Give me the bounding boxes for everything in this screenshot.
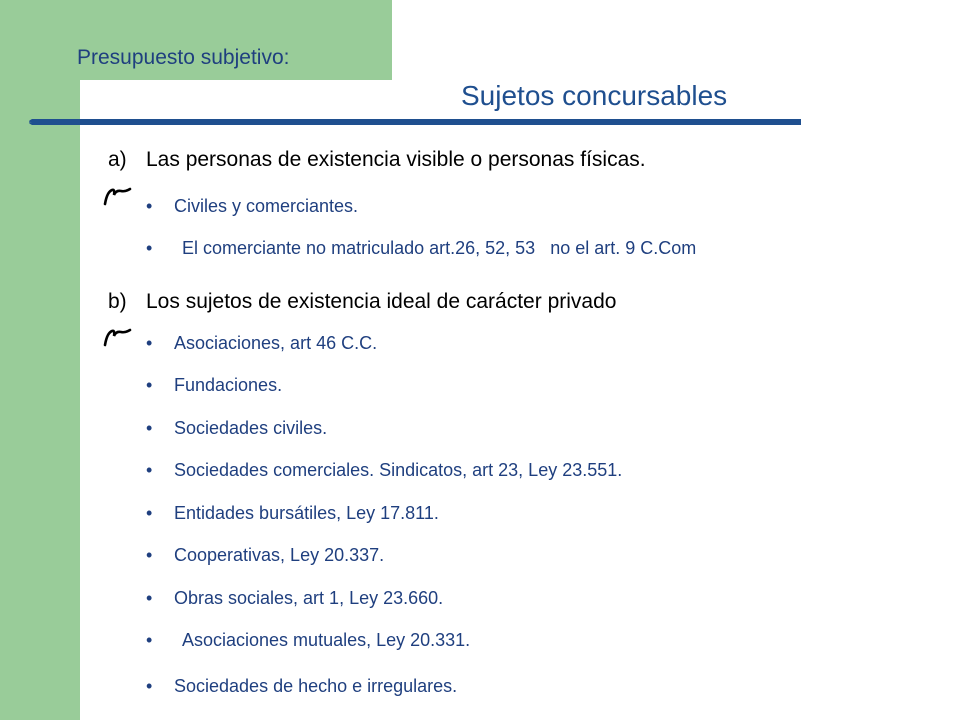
section-label: Presupuesto subjetivo: (77, 46, 290, 69)
bullet-icon: • (146, 588, 153, 608)
section-b-heading-text: Los sujetos de existencia ideal de carácter privado (146, 290, 617, 313)
bullet-icon: • (146, 196, 153, 216)
list-item-text: Sociedades de hecho e irregulares. (174, 676, 458, 696)
title-underline (26, 118, 801, 126)
check-mark-icon (103, 327, 133, 347)
check-mark-icon (103, 186, 133, 206)
bullet-icon: • (146, 676, 153, 696)
list-item (146, 418, 327, 439)
list-item-text: Asociaciones mutuales, Ley 20.331. (182, 630, 471, 650)
list-item (146, 375, 282, 396)
list-item (146, 545, 384, 566)
list-item (146, 588, 443, 609)
bullet-icon: • (146, 375, 153, 395)
list-item-text: Civiles y comerciantes. (174, 196, 359, 216)
rounded-corner (80, 80, 150, 150)
list-item (146, 460, 622, 481)
list-item-text: Asociaciones, art 46 C.C. (174, 333, 378, 353)
bullet-icon: • (146, 333, 153, 353)
bullet-icon: • (146, 503, 153, 523)
bullet-icon: • (146, 460, 153, 480)
list-item-text: Cooperativas, Ley 20.337. (174, 545, 385, 565)
list-item-text: El comerciante no matriculado art.26, 52, 53 no el art. 9 C.Com (182, 238, 697, 258)
section-a-heading-text: Las personas de existencia visible o personas físicas. (146, 148, 646, 171)
section-a-marker: a) (108, 148, 127, 171)
list-item (146, 333, 377, 354)
list-item-text: Entidades bursátiles, Ley 17.811. (174, 503, 439, 523)
list-item-text: Fundaciones. (174, 375, 283, 395)
section-b-marker: b) (108, 290, 127, 313)
list-item (146, 196, 358, 217)
list-item (146, 676, 457, 697)
list-item (146, 238, 696, 259)
section-a-heading (108, 148, 646, 172)
list-item (146, 503, 439, 524)
section-b-heading (108, 290, 616, 314)
bullet-icon: • (146, 238, 153, 258)
list-item-text: Sociedades comerciales. Sindicatos, art 23, Ley 23.551. (174, 460, 623, 480)
list-item-text: Obras sociales, art 1, Ley 23.660. (174, 588, 444, 608)
list-item-text: Sociedades civiles. (174, 418, 328, 438)
slide-title: Sujetos concursables (461, 80, 728, 111)
bullet-icon: • (146, 630, 153, 650)
left-green-band (0, 0, 80, 720)
bullet-icon: • (146, 418, 153, 438)
bullet-icon: • (146, 545, 153, 565)
list-item (146, 630, 470, 651)
